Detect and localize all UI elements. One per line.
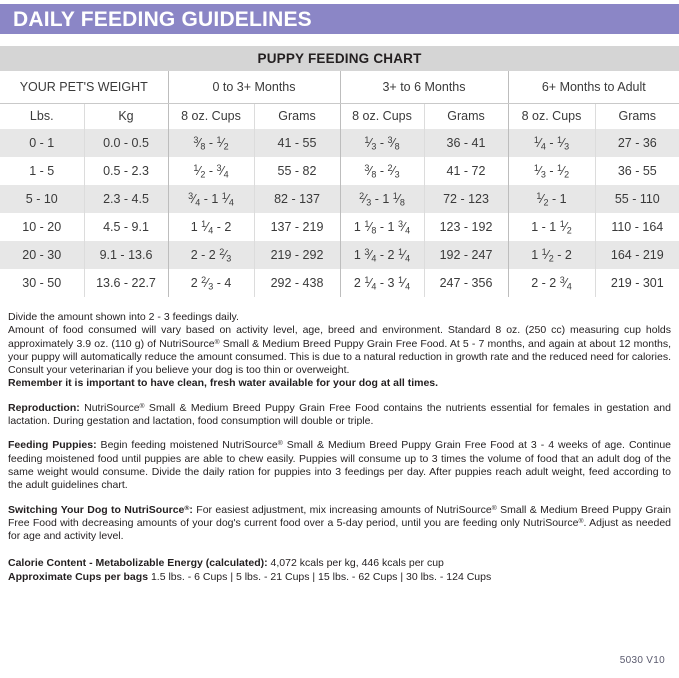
amount-text-1: Amount of food consumed will vary based on activity level, age, breed and environment. Standard 8 oz. (250 cc) measuring cup holds approximately 3.9 oz. (110 g) of NutriSource: [8, 324, 671, 350]
puppy-feeding-chart: [0, 46, 679, 297]
cell-grams-3-6: 123 - 192: [424, 213, 508, 241]
cell-grams-6-adult: 110 - 164: [595, 213, 679, 241]
calorie-content-value: 4,072 kcals per kg, 446 kcals per cup: [267, 557, 444, 570]
cell-cups-3-6: 2 $^1⁄_4 - 3$ $^1⁄_4$: [340, 269, 424, 297]
amount-paragraph: [8, 324, 671, 377]
cell-cups-6-adult: 1 - 1 $^1⁄_2$: [508, 213, 595, 241]
chart-banner-label: PUPPY FEEDING CHART: [0, 46, 679, 71]
cell-cups-0-3: $^3⁄_8$ - $^1⁄_2$: [168, 129, 254, 157]
divide-line: Divide the amount shown into 2 - 3 feedings daily.: [8, 311, 239, 323]
cell-cups-3-6: $^2⁄_3 - 1$ $^1⁄_8$: [340, 185, 424, 213]
cell-grams-6-adult: 164 - 219: [595, 241, 679, 269]
switching-text-2: Small & Medium Breed Puppy Grain Free Food with decreasing amounts of your dog's current food over a 5-day period, until you are feeding only NutriSource: [8, 503, 672, 529]
cell-grams-3-6: 72 - 123: [424, 185, 508, 213]
table-row: [0, 185, 679, 213]
cell-cups-3-6: 1 $^1⁄_8 - 1$ $^3⁄_4$: [340, 213, 424, 241]
cell-cups-0-3: 1 $^1⁄_4 - 2$: [168, 213, 254, 241]
cell-grams-0-3: 292 - 438: [254, 269, 340, 297]
cell-cups-6-adult: $^1⁄_4$ - $^1⁄_3$: [508, 129, 595, 157]
table-row: [0, 129, 679, 157]
spacer: [8, 428, 671, 439]
cell-cups-6-adult: 2 - 2 $^3⁄_4$: [508, 269, 595, 297]
feeding-puppies-paragraph: [8, 439, 671, 492]
cell-grams-0-3: 137 - 219: [254, 213, 340, 241]
cell-cups-0-3: 2 - 2 $^2⁄_3$: [168, 241, 254, 269]
registered-mark-icon: ®: [139, 402, 145, 410]
cell-grams-0-3: 82 - 137: [254, 185, 340, 213]
col-header-grams-6-adult: Grams: [595, 103, 679, 129]
cups-per-bag-value: 1.5 lbs. - 6 Cups | 5 lbs. - 21 Cups | 15 lbs. - 62 Cups | 30 lbs. - 124 Cups: [148, 571, 492, 584]
col-header-cups-3-6: 8 oz. Cups: [340, 103, 424, 129]
chart-banner-row: [0, 46, 679, 71]
cell-cups-6-adult: $^1⁄_3$ - $^1⁄_2$: [508, 157, 595, 185]
group-header-row: [0, 71, 679, 103]
group-header-6-adult: 6+ Months to Adult: [508, 71, 679, 103]
calorie-content-line: [8, 556, 671, 570]
cups-per-bag-line: [8, 570, 671, 584]
cell-lbs: 1 - 5: [29, 164, 55, 178]
col-header-lbs: Lbs.: [0, 103, 84, 129]
cell-grams-3-6: 36 - 41: [424, 129, 508, 157]
table-row: [0, 241, 679, 269]
water-reminder-line: Remember it is important to have clean, fresh water available for your dog at all times.: [8, 377, 439, 390]
col-header-kg: Kg: [84, 103, 168, 129]
registered-mark-icon: ®: [578, 517, 584, 525]
col-header-grams-3-6: Grams: [424, 103, 508, 129]
cell-grams-0-3: 41 - 55: [254, 129, 340, 157]
amount-text-2: Small & Medium Breed Puppy Grain Free Food. At 5 - 7 months, and again at about 12 months, your puppy will automatically reduce the amount consumed. This is due to a natural reduction in growth rate and the reduced need for calories. Consult your veterinarian if you believe your dog is too thin or overweight.: [8, 337, 671, 377]
chart-rows: [0, 129, 679, 297]
calorie-content-label: Calorie Content - Metabolizable Energy (calculated):: [8, 557, 268, 570]
cell-kg: 2.3 - 4.5: [84, 185, 168, 213]
cell-cups-6-adult: 1 $^1⁄_2 - 2$: [508, 241, 595, 269]
cell-grams-6-adult: 27 - 36: [595, 129, 679, 157]
cell-lbs: 5 - 10: [0, 185, 84, 213]
table-row: [0, 213, 679, 241]
registered-mark-icon: ®: [184, 504, 190, 512]
column-header-row: [0, 103, 679, 129]
page-title: DAILY FEEDING GUIDELINES: [13, 7, 312, 31]
cell-lbs: 10 - 20: [22, 220, 62, 234]
cell-kg: 0.0 - 0.5: [84, 129, 168, 157]
spacer: [8, 493, 671, 504]
registered-mark-icon: ®: [491, 504, 497, 512]
cell-kg: 9.1 - 13.6: [84, 241, 168, 269]
cell-grams-0-3: 219 - 292: [254, 241, 340, 269]
cell-kg: 4.5 - 9.1: [84, 213, 168, 241]
group-header-weight: YOUR PET'S WEIGHT: [0, 71, 168, 103]
cell-cups-3-6: 1 $^3⁄_4 - 2$ $^1⁄_4$: [340, 241, 424, 269]
cell-grams-6-adult: 55 - 110: [595, 185, 679, 213]
reproduction-text-1: NutriSource: [79, 401, 140, 414]
feeding-puppies-label: Feeding Puppies:: [8, 439, 97, 452]
cell-grams-3-6: 247 - 356: [424, 269, 508, 297]
cell-cups-0-3: 2 $^2⁄_3 - 4$: [168, 269, 254, 297]
col-header-cups-6-adult: 8 oz. Cups: [508, 103, 595, 129]
feeding-text-2: Small & Medium Breed Puppy Grain Free Food at 3 - 4 weeks of age. Continue feeding moistened food until puppies are able to chew easily. Puppies will consume up to 3 times the volume of food that an adult dog of the same weight would consume. Divide the daily ration for puppies into 3 feedings per day. After puppies reach adult weight, feed according to the adult guidelines chart.: [8, 439, 671, 492]
switching-paragraph: [8, 504, 671, 544]
cups-per-bag-label: Approximate Cups per bags: [8, 571, 149, 584]
switching-text-1: For easiest adjustment, mix increasing amounts of NutriSource: [192, 503, 492, 516]
cell-grams-3-6: 192 - 247: [424, 241, 508, 269]
page-title-bar: [0, 4, 679, 34]
guidelines-body: [0, 311, 679, 584]
table-row: [0, 157, 679, 185]
table-row: [0, 269, 679, 297]
switching-text-3: . Adjust as needed for age and activity level.: [8, 516, 672, 543]
cell-grams-0-3: 55 - 82: [254, 157, 340, 185]
cell-cups-3-6: $^3⁄_8$ - $^2⁄_3$: [340, 157, 424, 185]
cell-grams-6-adult: 219 - 301: [595, 269, 679, 297]
col-header-grams-0-3: Grams: [254, 103, 340, 129]
cell-kg: 13.6 - 22.7: [84, 269, 168, 297]
col-header-cups-0-3: 8 oz. Cups: [168, 103, 254, 129]
feeding-text-1: Begin feeding moistened NutriSource: [96, 439, 278, 452]
reproduction-label: Reproduction:: [8, 401, 80, 414]
reproduction-text-2: Small & Medium Breed Puppy Grain Free Food contains the nutrients essential for females in gestation and lactation. During gestation and lactation, food consumption will double or triple.: [8, 401, 671, 428]
cell-cups-6-adult: $^1⁄_2 - 1$: [508, 185, 595, 213]
footer-code: 5030 V10: [619, 655, 665, 666]
calorie-block: [8, 556, 671, 584]
cell-lbs: 30 - 50: [22, 276, 62, 290]
cell-grams-6-adult: 36 - 55: [595, 157, 679, 185]
switching-label-tail: :: [189, 503, 193, 516]
registered-mark-icon: ®: [277, 440, 283, 448]
registered-mark-icon: ®: [214, 338, 220, 346]
group-header-0-3-months: 0 to 3+ Months: [168, 71, 340, 103]
cell-cups-3-6: $^1⁄_3$ - $^3⁄_8$: [340, 129, 424, 157]
reproduction-paragraph: [8, 402, 671, 429]
cell-lbs: 20 - 30: [0, 241, 84, 269]
cell-cups-0-3: $^3⁄_4 - 1$ $^1⁄_4$: [168, 185, 254, 213]
cell-grams-3-6: 41 - 72: [424, 157, 508, 185]
spacer: [8, 391, 671, 402]
cell-lbs: 0 - 1: [0, 129, 84, 157]
switching-label: Switching Your Dog to NutriSource: [8, 503, 185, 516]
cell-kg: 0.5 - 2.3: [84, 157, 168, 185]
group-header-3-6-months: 3+ to 6 Months: [340, 71, 508, 103]
cell-cups-0-3: $^1⁄_2$ - $^3⁄_4$: [168, 157, 254, 185]
